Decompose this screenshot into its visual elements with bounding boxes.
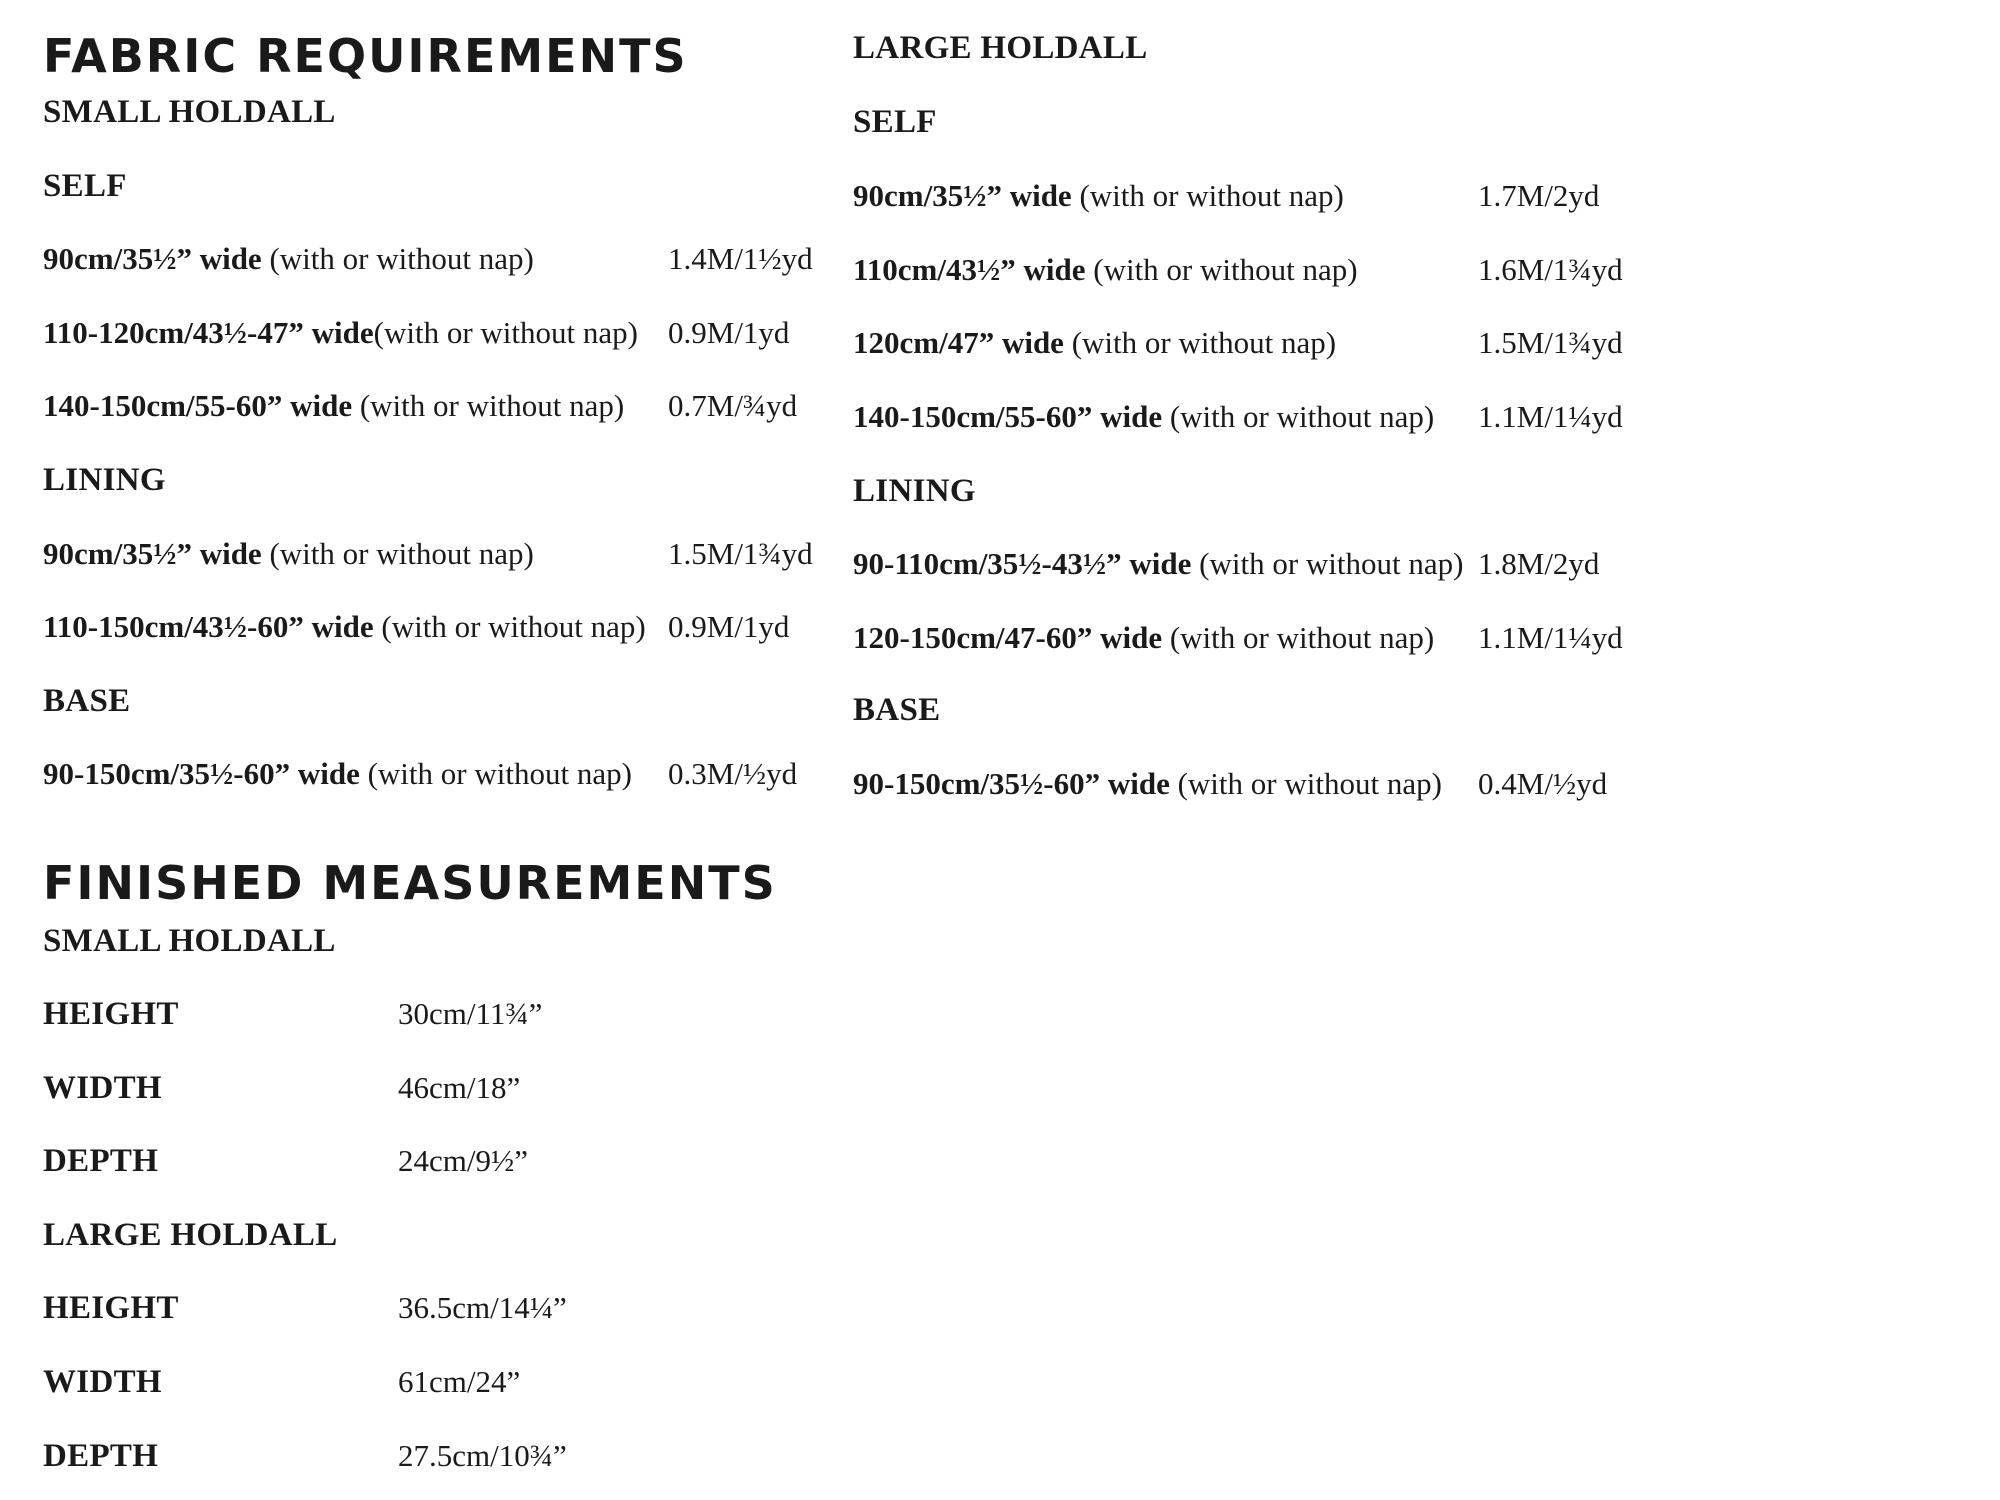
nap-note: (with or without nap) [1162, 620, 1435, 655]
fabric-row [43, 241, 813, 276]
finished-measurements-heading: FINISHED MEASUREMENTS [43, 856, 777, 910]
measurement-label: HEIGHT [43, 1290, 179, 1326]
nap-note: (with or without nap) [1162, 399, 1435, 434]
fabric-amount: 1.8M/2yd [1478, 546, 1600, 581]
fabric-width: 90-150cm/35½-60” wide [853, 766, 1170, 801]
fabric-row [853, 766, 1608, 801]
measurement-row [43, 1290, 567, 1326]
base-title: BASE [853, 692, 941, 728]
fabric-amount: 0.7M/¾yd [668, 388, 798, 423]
fabric-amount: 1.5M/1¾yd [668, 536, 813, 571]
fabric-amount: 1.1M/1¼yd [1478, 399, 1623, 434]
fabric-row [853, 399, 1623, 434]
nap-note: (with or without nap) [1071, 178, 1344, 213]
fabric-width: 110-150cm/43½-60” wide [43, 609, 374, 644]
fabric-row [853, 546, 1600, 581]
fabric-row [853, 178, 1600, 213]
fabric-width: 90cm/35½” wide [43, 536, 262, 571]
fabric-amount: 0.9M/1yd [668, 609, 790, 644]
fabric-width: 120-150cm/47-60” wide [853, 620, 1163, 655]
measurement-row [43, 1143, 528, 1179]
nap-note: (with or without nap) [373, 315, 638, 350]
measurement-value: 30cm/11¾” [398, 996, 543, 1031]
fabric-amount: 0.4M/½yd [1478, 766, 1608, 801]
nap-note: (with or without nap) [352, 388, 625, 423]
measurement-row [43, 1364, 521, 1400]
nap-note: (with or without nap) [1063, 325, 1337, 360]
fabric-row [43, 388, 798, 423]
fabric-amount: 1.5M/1¾yd [1478, 325, 1623, 360]
nap-note: (with or without nap) [373, 609, 646, 644]
fabric-width: 120cm/47” wide [853, 325, 1064, 360]
large-holdall-title: LARGE HOLDALL [853, 30, 1148, 66]
nap-note: (with or without nap) [261, 536, 534, 571]
measurement-row [43, 1070, 521, 1106]
measurement-value: 46cm/18” [398, 1070, 521, 1105]
fabric-row [853, 620, 1623, 655]
fabric-amount: 0.3M/½yd [668, 756, 798, 791]
fabric-amount: 0.9M/1yd [668, 315, 790, 350]
measurement-row [43, 1438, 567, 1474]
fabric-row [853, 252, 1623, 287]
measurement-label: DEPTH [43, 1438, 159, 1474]
measurement-value: 27.5cm/10¾” [398, 1438, 567, 1473]
large-holdall-title: LARGE HOLDALL [43, 1217, 338, 1253]
fabric-width: 110-120cm/43½-47” wide [43, 315, 374, 350]
measurement-value: 61cm/24” [398, 1364, 521, 1399]
nap-note: (with or without nap) [1191, 546, 1464, 581]
nap-note: (with or without nap) [359, 756, 632, 791]
base-title: BASE [43, 683, 131, 719]
fabric-amount: 1.1M/1¼yd [1478, 620, 1623, 655]
small-holdall-title: SMALL HOLDALL [43, 94, 336, 130]
self-title: SELF [43, 168, 127, 204]
fabric-width: 90-110cm/35½-43½” wide [853, 546, 1192, 581]
fabric-row [43, 756, 798, 791]
fabric-width: 90cm/35½” wide [43, 241, 262, 276]
measurement-row [43, 996, 543, 1032]
measurement-label: WIDTH [43, 1364, 162, 1400]
fabric-row [43, 609, 790, 644]
measurement-value: 36.5cm/14¼” [398, 1290, 567, 1325]
nap-note: (with or without nap) [1169, 766, 1442, 801]
measurement-value: 24cm/9½” [398, 1143, 528, 1178]
fabric-width: 90cm/35½” wide [853, 178, 1072, 213]
fabric-width: 110cm/43½” wide [853, 252, 1086, 287]
fabric-amount: 1.4M/1½yd [668, 241, 813, 276]
fabric-amount: 1.6M/1¾yd [1478, 252, 1623, 287]
fabric-row [853, 325, 1623, 360]
measurement-label: DEPTH [43, 1143, 159, 1179]
fabric-amount: 1.7M/2yd [1478, 178, 1600, 213]
fabric-width: 140-150cm/55-60” wide [43, 388, 353, 423]
fabric-width: 140-150cm/55-60” wide [853, 399, 1163, 434]
nap-note: (with or without nap) [1085, 252, 1358, 287]
small-holdall-title: SMALL HOLDALL [43, 923, 336, 959]
fabric-width: 90-150cm/35½-60” wide [43, 756, 360, 791]
lining-title: LINING [43, 462, 166, 498]
fabric-row [43, 536, 813, 571]
nap-note: (with or without nap) [261, 241, 534, 276]
measurement-label: HEIGHT [43, 996, 179, 1032]
measurement-label: WIDTH [43, 1070, 162, 1106]
fabric-row [43, 315, 790, 350]
self-title: SELF [853, 104, 937, 140]
lining-title: LINING [853, 473, 976, 509]
fabric-requirements-heading: FABRIC REQUIREMENTS [43, 29, 688, 83]
